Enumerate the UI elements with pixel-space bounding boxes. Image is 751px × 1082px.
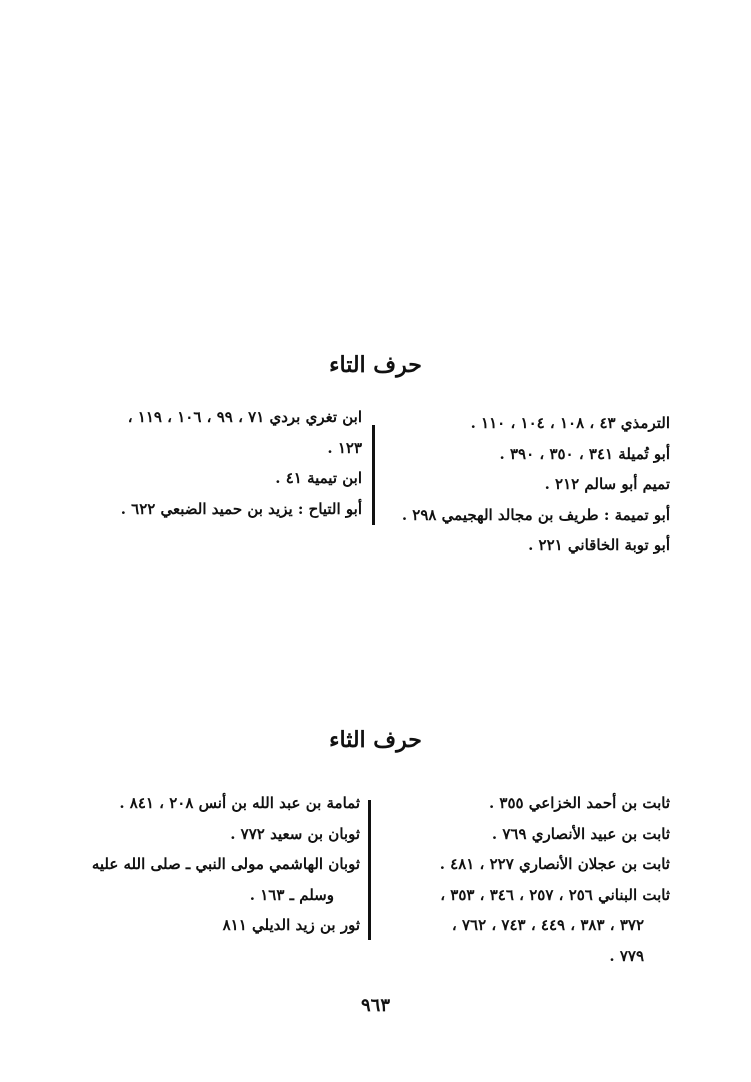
- section2-right-column: [395, 788, 670, 971]
- index-entry-continuation: ٧٧٩ .: [609, 946, 644, 965]
- index-entry: أبو توبة الخاقاني ٢٢١ .: [528, 536, 670, 554]
- section1-left-column: [70, 402, 362, 524]
- index-entry: أبو تميمة : طريف بن مجالد الهجيمي ٢٩٨ .: [401, 505, 670, 524]
- index-entry: ثابت بن عبيد الأنصاري ٧٦٩ .: [491, 824, 670, 843]
- column-divider: [368, 800, 371, 940]
- index-entry: الترمذي ٤٣ ، ١٠٨ ، ١٠٤ ، ١١٠ .: [470, 414, 670, 432]
- index-entry: ثوبان الهاشمي مولى النبي ـ صلى الله عليه: [91, 855, 360, 873]
- index-entry: ١٢٣ .: [327, 438, 362, 457]
- index-entry: تميم أبو سالم ٢١٢ .: [544, 475, 670, 493]
- index-entry: ثوبان بن سعيد ٧٧٢ .: [230, 824, 360, 843]
- index-entry: ابن تغري بردي ٧١ ، ٩٩ ، ١٠٦ ، ١١٩ ،: [127, 408, 362, 426]
- section2-left-column: [70, 788, 360, 941]
- index-entry: ثمامة بن عبد الله بن أنس ٢٠٨ ، ٨٤١ .: [119, 794, 360, 812]
- index-entry: أبو تُميلة ٣٤١ ، ٣٥٠ ، ٣٩٠ .: [499, 444, 670, 463]
- index-entry-continuation: ٣٧٢ ، ٣٨٣ ، ٤٤٩ ، ٧٤٣ ، ٧٦٢ ،: [451, 916, 644, 934]
- page-number: ٩٦٣: [360, 995, 390, 1016]
- index-entry: ثور بن زيد الديلي ٨١١: [222, 916, 360, 934]
- index-entry: ثابت بن أحمد الخزاعي ٣٥٥ .: [488, 794, 670, 812]
- index-entry: ابن تيمية ٤١ .: [275, 469, 362, 487]
- section-heading-ta: حرف التاء: [329, 352, 422, 378]
- index-entry: أبو التياح : يزيد بن حميد الضبعي ٦٢٢ .: [120, 499, 362, 518]
- section-heading-tha: حرف الثاء: [329, 727, 422, 753]
- section1-right-column: [395, 408, 670, 561]
- index-entry: ثابت البناني ٢٥٦ ، ٢٥٧ ، ٣٤٦ ، ٣٥٣ ،: [440, 885, 670, 904]
- index-entry-continuation: وسلم ـ ١٦٣ .: [249, 885, 334, 904]
- index-entry: ثابت بن عجلان الأنصاري ٢٢٧ ، ٤٨١ .: [439, 855, 670, 873]
- column-divider: [372, 425, 375, 525]
